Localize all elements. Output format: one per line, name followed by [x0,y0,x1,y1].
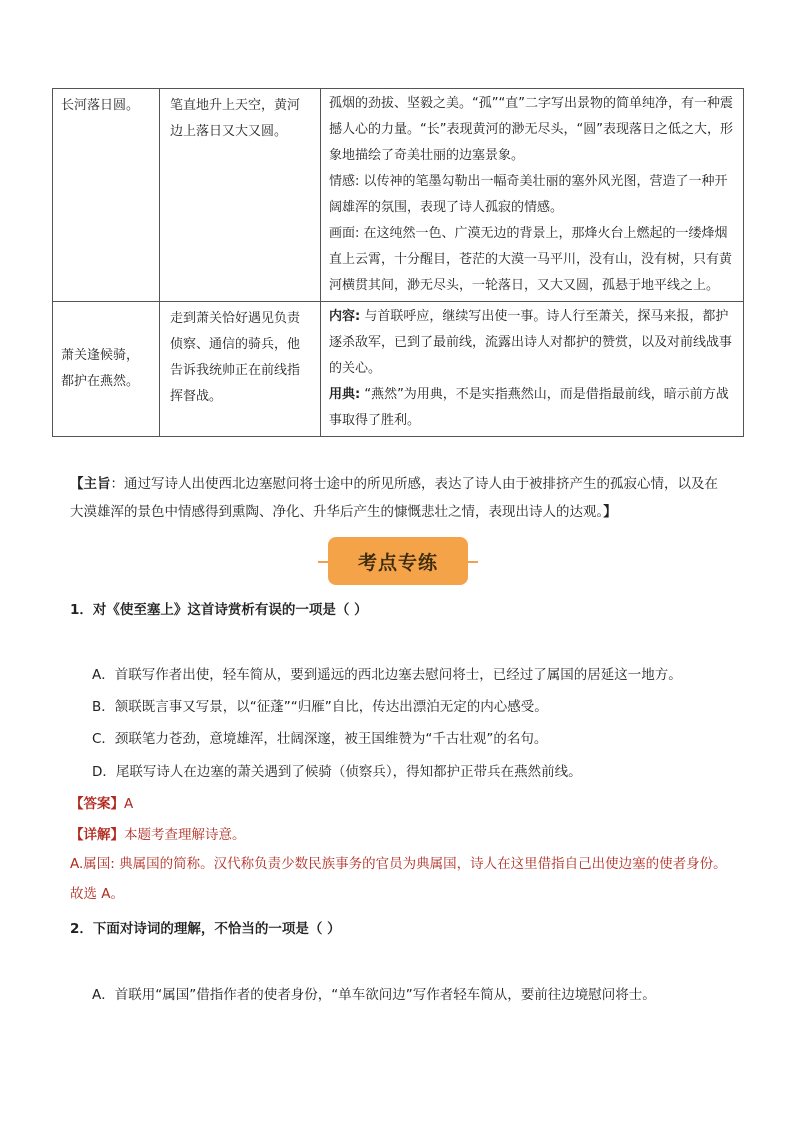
detail-intro: 本题考查理解诗意。 [124,827,246,843]
verse-cell: 长河落日圆。 [53,89,160,302]
table-row [53,302,744,437]
answer-label: 【答案】 [70,796,124,812]
answer-value: A [124,796,134,812]
content-text: 与首联呼应，继续写出使一事。诗人行至萧关，探马来报，都护逐杀敌军，已到了最前线，流露出诗人对都护的赞赏，以及对前线战事的关心。 [329,309,733,376]
theme-close-bracket: 】 [603,504,617,520]
content-label: 内容: [329,309,361,324]
translation-cell: 走到萧关恰好遇见负责侦察、通信的骑兵，他告诉我统帅正在前线指挥督战。 [160,302,321,437]
section-badge: 考点专练 [328,537,468,585]
analysis-cell [321,302,744,437]
analysis-paragraph: 孤烟的劲拔、坚毅之美。“孤”“直”二字写出景物的简单纯净，有一种震撼人心的力量。“长”表现黄河的渺无尽头，“圆”表现落日之低之大，形象地描绘了奇美壮丽的边塞景象。 [329,96,733,163]
table-row [53,89,744,302]
theme-summary [70,470,730,526]
theme-label: 主旨 [83,476,111,492]
answer-line [70,792,133,812]
question-stem: 1．对《使至塞上》这首诗赏析有误的一项是（ ） [70,602,368,618]
option-b: B．颔联既言事又写景，以“征蓬”“归雁”自比，传达出漂泊无定的内心感受。 [92,699,548,715]
option-d: D．尾联写诗人在边塞的萧关遇到了候骑（侦察兵），得知都护正带兵在燕然前线。 [92,764,582,780]
option-a: A．首联写作者出使，轻车简从，要到遥远的西北边塞去慰问将士，已经过了属国的居延这一地方。 [92,667,682,683]
question-stem: 2．下面对诗词的理解，不恰当的一项是（ ） [70,921,341,937]
analysis-paragraph: 画面: 在这纯然一色、广漠无边的背景上，那烽火台上燃起的一缕烽烟直上云霄，十分醒目，苍茫的大漠一马平川，没有山，没有树，只有黄河横贯其间，渺无尽头，一轮落日，又大又圆，孤悬于地平线之上。 [329,226,733,293]
option-a: A．首联用“属国”借指作者的使者身份，“单车欲问边”写作者轻车简从，要前往边境慰问将士。 [92,987,656,1003]
analysis-cell [321,89,744,302]
detail-label: 【详解】 [70,827,124,843]
analysis-paragraph [329,304,735,382]
section-badge-wrapper [318,537,478,587]
option-c: C．颈联笔力苍劲，意境雄浑，壮阔深邃，被王国维赞为“千古壮观”的名句。 [92,731,548,747]
theme-text: ：通过写诗人出使西北边塞慰问将士途中的所见所感，表达了诗人由于被排挤产生的孤寂心情，以及在大漠雄浑的景色中情感得到熏陶、净化、升华后产生的慷慨悲壮之情，表现出诗人的达观。 [70,476,718,520]
poem-analysis-table [52,88,744,437]
verse-cell: 萧关逢候骑，都护在燕然。 [53,302,160,437]
detail-explanation: A.属国: 典属国的简称。汉代称负责少数民族事务的官员为典属国，诗人在这里借指自己出使边塞的使者身份。故选 A。 [70,856,727,902]
detail-line [70,823,246,843]
translation-cell: 笔直地升上天空，黄河边上落日又大又圆。 [160,89,321,302]
allusion-text: “燕然”为用典，不是实指燕然山，而是借指最前线，暗示前方战事取得了胜利。 [329,387,729,428]
theme-open-bracket: 【 [70,476,84,492]
allusion-label: 用典: [329,387,361,402]
analysis-paragraph [329,382,735,434]
analysis-paragraph: 情感: 以传神的笔墨勾勒出一幅奇美壮丽的塞外风光图，营造了一种开阔雄浑的氛围，表现了诗人孤寂的情感。 [329,174,728,215]
